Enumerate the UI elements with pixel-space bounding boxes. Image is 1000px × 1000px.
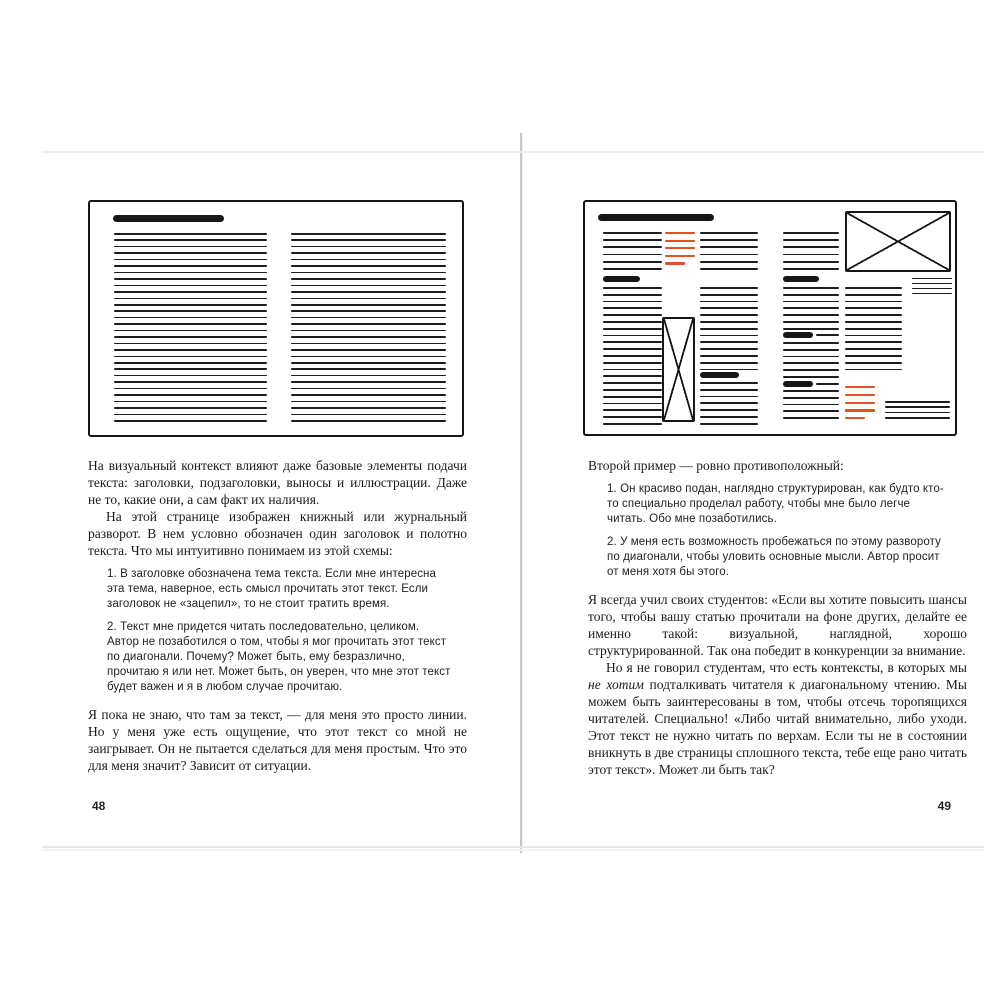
column-lines <box>783 390 839 392</box>
text-column-lines <box>291 336 446 338</box>
text-column-lines <box>114 375 267 377</box>
column-lines <box>700 307 758 309</box>
column-lines <box>603 403 662 405</box>
text-column-lines <box>291 298 446 300</box>
column-lines <box>700 409 758 411</box>
column-lines <box>783 314 839 316</box>
text-column-lines <box>114 420 267 422</box>
column-lines <box>700 369 758 371</box>
column-lines <box>845 369 902 371</box>
page-number-right: 49 <box>937 799 951 813</box>
column-lines <box>845 355 902 357</box>
text-column-lines <box>291 368 446 370</box>
column-lines <box>845 362 902 364</box>
text-column-lines <box>291 272 446 274</box>
page-edge-bottom <box>42 846 984 848</box>
caption-lines <box>885 417 950 419</box>
column-lines <box>700 301 758 303</box>
paragraph-text: подталкивать читателя к диагональному чтению. Мы можем быть заинтересованы в том, чтобы отсечь торопящихся читателей. Специально! «Либо читай внимательно, либо уходи. Этот текст не нужно читать по верхам. Если ты не в состоянии вникнуть в две страницы сплошного текста, тебе еще рано читать этот текст». Может ли быть так? <box>588 677 967 777</box>
column-lines <box>700 362 758 364</box>
text-column-lines <box>291 278 446 280</box>
column-lines <box>603 294 662 296</box>
text-column-lines <box>114 343 267 345</box>
column-lines <box>783 404 839 406</box>
text-column-lines <box>291 394 446 396</box>
column-lines <box>603 301 662 303</box>
text-column-lines <box>114 362 267 364</box>
subhead-bar <box>700 372 739 378</box>
column-lines <box>783 369 839 371</box>
column-lines <box>700 246 758 248</box>
text-column-lines <box>291 349 446 351</box>
column-lines <box>603 246 662 248</box>
column-lines <box>700 423 758 425</box>
caption-lines <box>885 412 950 414</box>
column-lines <box>783 397 839 399</box>
text-column-lines <box>114 233 267 235</box>
column-lines <box>603 261 662 263</box>
text-column-lines <box>291 343 446 345</box>
column-lines <box>603 232 662 234</box>
column-lines <box>783 362 839 364</box>
text-column-lines <box>114 285 267 287</box>
column-lines <box>783 328 839 330</box>
page-48-text <box>88 457 467 774</box>
text-column-lines <box>114 349 267 351</box>
column-lines <box>700 389 758 391</box>
text-column-lines <box>291 285 446 287</box>
text-column-lines <box>291 330 446 332</box>
text-column-lines <box>114 298 267 300</box>
column-lines <box>783 356 839 358</box>
pull-quote-lines <box>845 402 875 404</box>
text-column-lines <box>114 252 267 254</box>
column-lines <box>700 294 758 296</box>
column-lines <box>603 314 662 316</box>
column-lines <box>603 348 662 350</box>
text-column-lines <box>291 388 446 390</box>
column-lines <box>845 287 902 289</box>
column-lines <box>603 328 662 330</box>
paragraph <box>588 659 967 778</box>
column-lines <box>603 355 662 357</box>
text-column-lines <box>114 401 267 403</box>
caption-lines <box>885 401 950 403</box>
column-lines <box>603 369 662 371</box>
column-lines <box>783 268 839 270</box>
text-column-lines <box>291 246 446 248</box>
column-lines <box>845 321 902 323</box>
paragraph-text: Но я не говорил студентам, что есть контексты, в которых мы <box>606 660 967 675</box>
text-column-lines <box>114 239 267 241</box>
column-lines <box>783 376 839 378</box>
column-lines <box>700 314 758 316</box>
pull-quote-lines <box>665 255 695 257</box>
column-lines <box>783 417 839 419</box>
column-lines <box>783 321 839 323</box>
column-lines <box>603 268 662 270</box>
text-column-lines <box>291 233 446 235</box>
column-lines <box>783 239 839 241</box>
column-lines <box>700 382 758 384</box>
run-in-subhead-bar <box>783 381 813 387</box>
caption-lines <box>912 288 952 289</box>
text-column-lines <box>114 394 267 396</box>
column-lines <box>783 294 839 296</box>
text-column-lines <box>291 239 446 241</box>
column-lines <box>603 287 662 289</box>
column-lines <box>700 348 758 350</box>
column-lines <box>700 321 758 323</box>
headline-bar <box>598 214 714 221</box>
numbered-list-item: 1. Он красиво подан, наглядно структурирован, как будто кто-то специально проделал работу, чтобы мне было легче читать. Обо мне позаботились. <box>607 483 944 525</box>
text-column-lines <box>114 356 267 358</box>
column-lines <box>700 239 758 241</box>
page-edge-top <box>42 151 984 153</box>
paragraph: На визуальный контекст влияют даже базовые элементы подачи текста: заголовки, подзаголовки, выносы и иллюстрации. Даже не то, какие они, а сам факт их наличия. <box>88 458 467 507</box>
pull-quote-lines <box>665 232 695 234</box>
column-lines <box>700 268 758 270</box>
column-lines <box>783 307 839 309</box>
column-lines <box>700 416 758 418</box>
wireframe-plain-spread-illustration <box>88 200 464 437</box>
pull-quote-lines <box>845 394 875 396</box>
caption-lines <box>912 293 952 294</box>
text-column-lines <box>114 407 267 409</box>
text-column-lines <box>114 323 267 325</box>
text-column-lines <box>114 291 267 293</box>
column-lines <box>845 341 902 343</box>
image-placeholder <box>662 317 695 422</box>
caption-lines <box>912 283 952 284</box>
column-lines <box>783 410 839 412</box>
text-column-lines <box>291 381 446 383</box>
column-lines <box>783 287 839 289</box>
text-column-lines <box>291 252 446 254</box>
text-column-lines <box>291 317 446 319</box>
text-column-lines <box>291 414 446 416</box>
column-lines <box>783 246 839 248</box>
pull-quote-lines <box>665 240 695 242</box>
headline-bar <box>113 215 224 222</box>
column-lines <box>603 409 662 411</box>
column-lines <box>783 261 839 263</box>
column-lines <box>700 355 758 357</box>
column-lines <box>700 287 758 289</box>
caption-lines <box>912 278 952 279</box>
numbered-list-item: 2. Текст мне придется читать последовательно, целиком. Автор не позаботился о том, чтобы я мог прочитать этот текст по диагонали. Почему? Может быть, ему безразлично, прочитаю я или нет. Может быть, он уверен, что мне этот текст будет важен и я в любом случае прочитаю. <box>107 621 451 693</box>
column-lines <box>700 328 758 330</box>
column-lines <box>783 254 839 256</box>
numbered-list-item: 1. В заголовке обозначена тема текста. Если мне интересна эта тема, наверное, есть смысл прочитать этот текст. Если заголовок не «зацепил», то не стоит тратить время. <box>107 568 437 610</box>
subhead-bar <box>603 276 640 282</box>
text-column-lines <box>114 259 267 261</box>
column-lines <box>845 294 902 296</box>
caption-lines <box>885 406 950 408</box>
pull-quote-lines <box>845 386 875 388</box>
column-lines <box>783 301 839 303</box>
column-lines <box>783 342 839 344</box>
column-lines <box>845 328 902 330</box>
text-column-lines <box>114 368 267 370</box>
paragraph: Второй пример — ровно противоположный: <box>588 458 844 473</box>
column-lines <box>845 335 902 337</box>
text-column-lines <box>114 336 267 338</box>
column-lines <box>700 396 758 398</box>
pull-quote-lines <box>665 247 695 249</box>
column-lines <box>603 254 662 256</box>
column-lines <box>700 402 758 404</box>
text-column-lines <box>114 272 267 274</box>
wireframe-structured-spread-illustration <box>583 200 957 436</box>
text-column-lines <box>291 310 446 312</box>
column-lines <box>603 396 662 398</box>
text-column-lines <box>291 420 446 422</box>
column-lines <box>783 349 839 351</box>
column-lines <box>603 335 662 337</box>
column-lines <box>603 239 662 241</box>
text-column-lines <box>291 362 446 364</box>
text-column-lines <box>291 259 446 261</box>
column-lines <box>700 261 758 263</box>
page-number-left: 48 <box>92 799 106 813</box>
column-lines <box>603 382 662 384</box>
image-placeholder <box>845 211 951 272</box>
text-column-lines <box>291 291 446 293</box>
text-column-lines <box>114 414 267 416</box>
paragraph: На этой странице изображен книжный или журнальный разворот. В нем условно обозначен один заголовок и полотно текста. Что мы интуитивно понимаем из этой схемы: <box>88 509 467 558</box>
column-lines <box>845 348 902 350</box>
column-lines <box>700 232 758 234</box>
text-column-lines <box>114 388 267 390</box>
text-column-lines <box>291 356 446 358</box>
column-lines <box>603 416 662 418</box>
text-column-lines <box>114 304 267 306</box>
column-lines <box>603 423 662 425</box>
paragraph: Я всегда учил своих студентов: «Если вы хотите повысить шансы того, чтобы вашу статью прочитали на фоне других, делайте ее именно такой: визуальной, наглядной, хорошо структурированной. Так она победит в конкуренции за внимание. <box>588 592 967 658</box>
column-lines <box>845 301 902 303</box>
text-column-lines <box>291 375 446 377</box>
column-lines <box>603 375 662 377</box>
text-column-lines <box>291 401 446 403</box>
column-lines <box>845 314 902 316</box>
column-lines <box>816 383 839 385</box>
column-lines <box>816 334 839 336</box>
text-column-lines <box>114 310 267 312</box>
emphasized-text: не хотим <box>588 677 644 692</box>
pull-quote-lines <box>845 417 865 419</box>
text-column-lines <box>291 407 446 409</box>
column-lines <box>700 254 758 256</box>
text-column-lines <box>114 317 267 319</box>
pull-quote-lines <box>845 409 875 411</box>
page-49-text <box>588 457 967 778</box>
text-column-lines <box>114 265 267 267</box>
paragraph: Я пока не знаю, что там за текст, — для меня это просто линии. Но у меня уже есть ощущение, что этот текст со мной не заигрывает. Он не пытается сделаться для меня простым. Что это для меня значит? Зависит от ситуации. <box>88 707 467 773</box>
text-column-lines <box>114 381 267 383</box>
text-column-lines <box>291 265 446 267</box>
text-column-lines <box>114 278 267 280</box>
column-lines <box>603 389 662 391</box>
text-column-lines <box>291 323 446 325</box>
column-lines <box>783 232 839 234</box>
column-lines <box>700 341 758 343</box>
column-lines <box>603 321 662 323</box>
run-in-subhead-bar <box>783 332 813 338</box>
subhead-bar <box>783 276 819 282</box>
text-column-lines <box>291 304 446 306</box>
column-lines <box>603 307 662 309</box>
text-column-lines <box>114 330 267 332</box>
book-gutter-line <box>520 133 522 853</box>
text-column-lines <box>114 246 267 248</box>
column-lines <box>603 362 662 364</box>
pull-quote-lines <box>665 262 685 264</box>
column-lines <box>845 307 902 309</box>
column-lines <box>603 341 662 343</box>
column-lines <box>700 335 758 337</box>
numbered-list-item: 2. У меня есть возможность пробежаться по этому развороту по диагонали, чтобы уловить основные мысли. Автор просит от меня хотя бы этого. <box>607 536 941 578</box>
